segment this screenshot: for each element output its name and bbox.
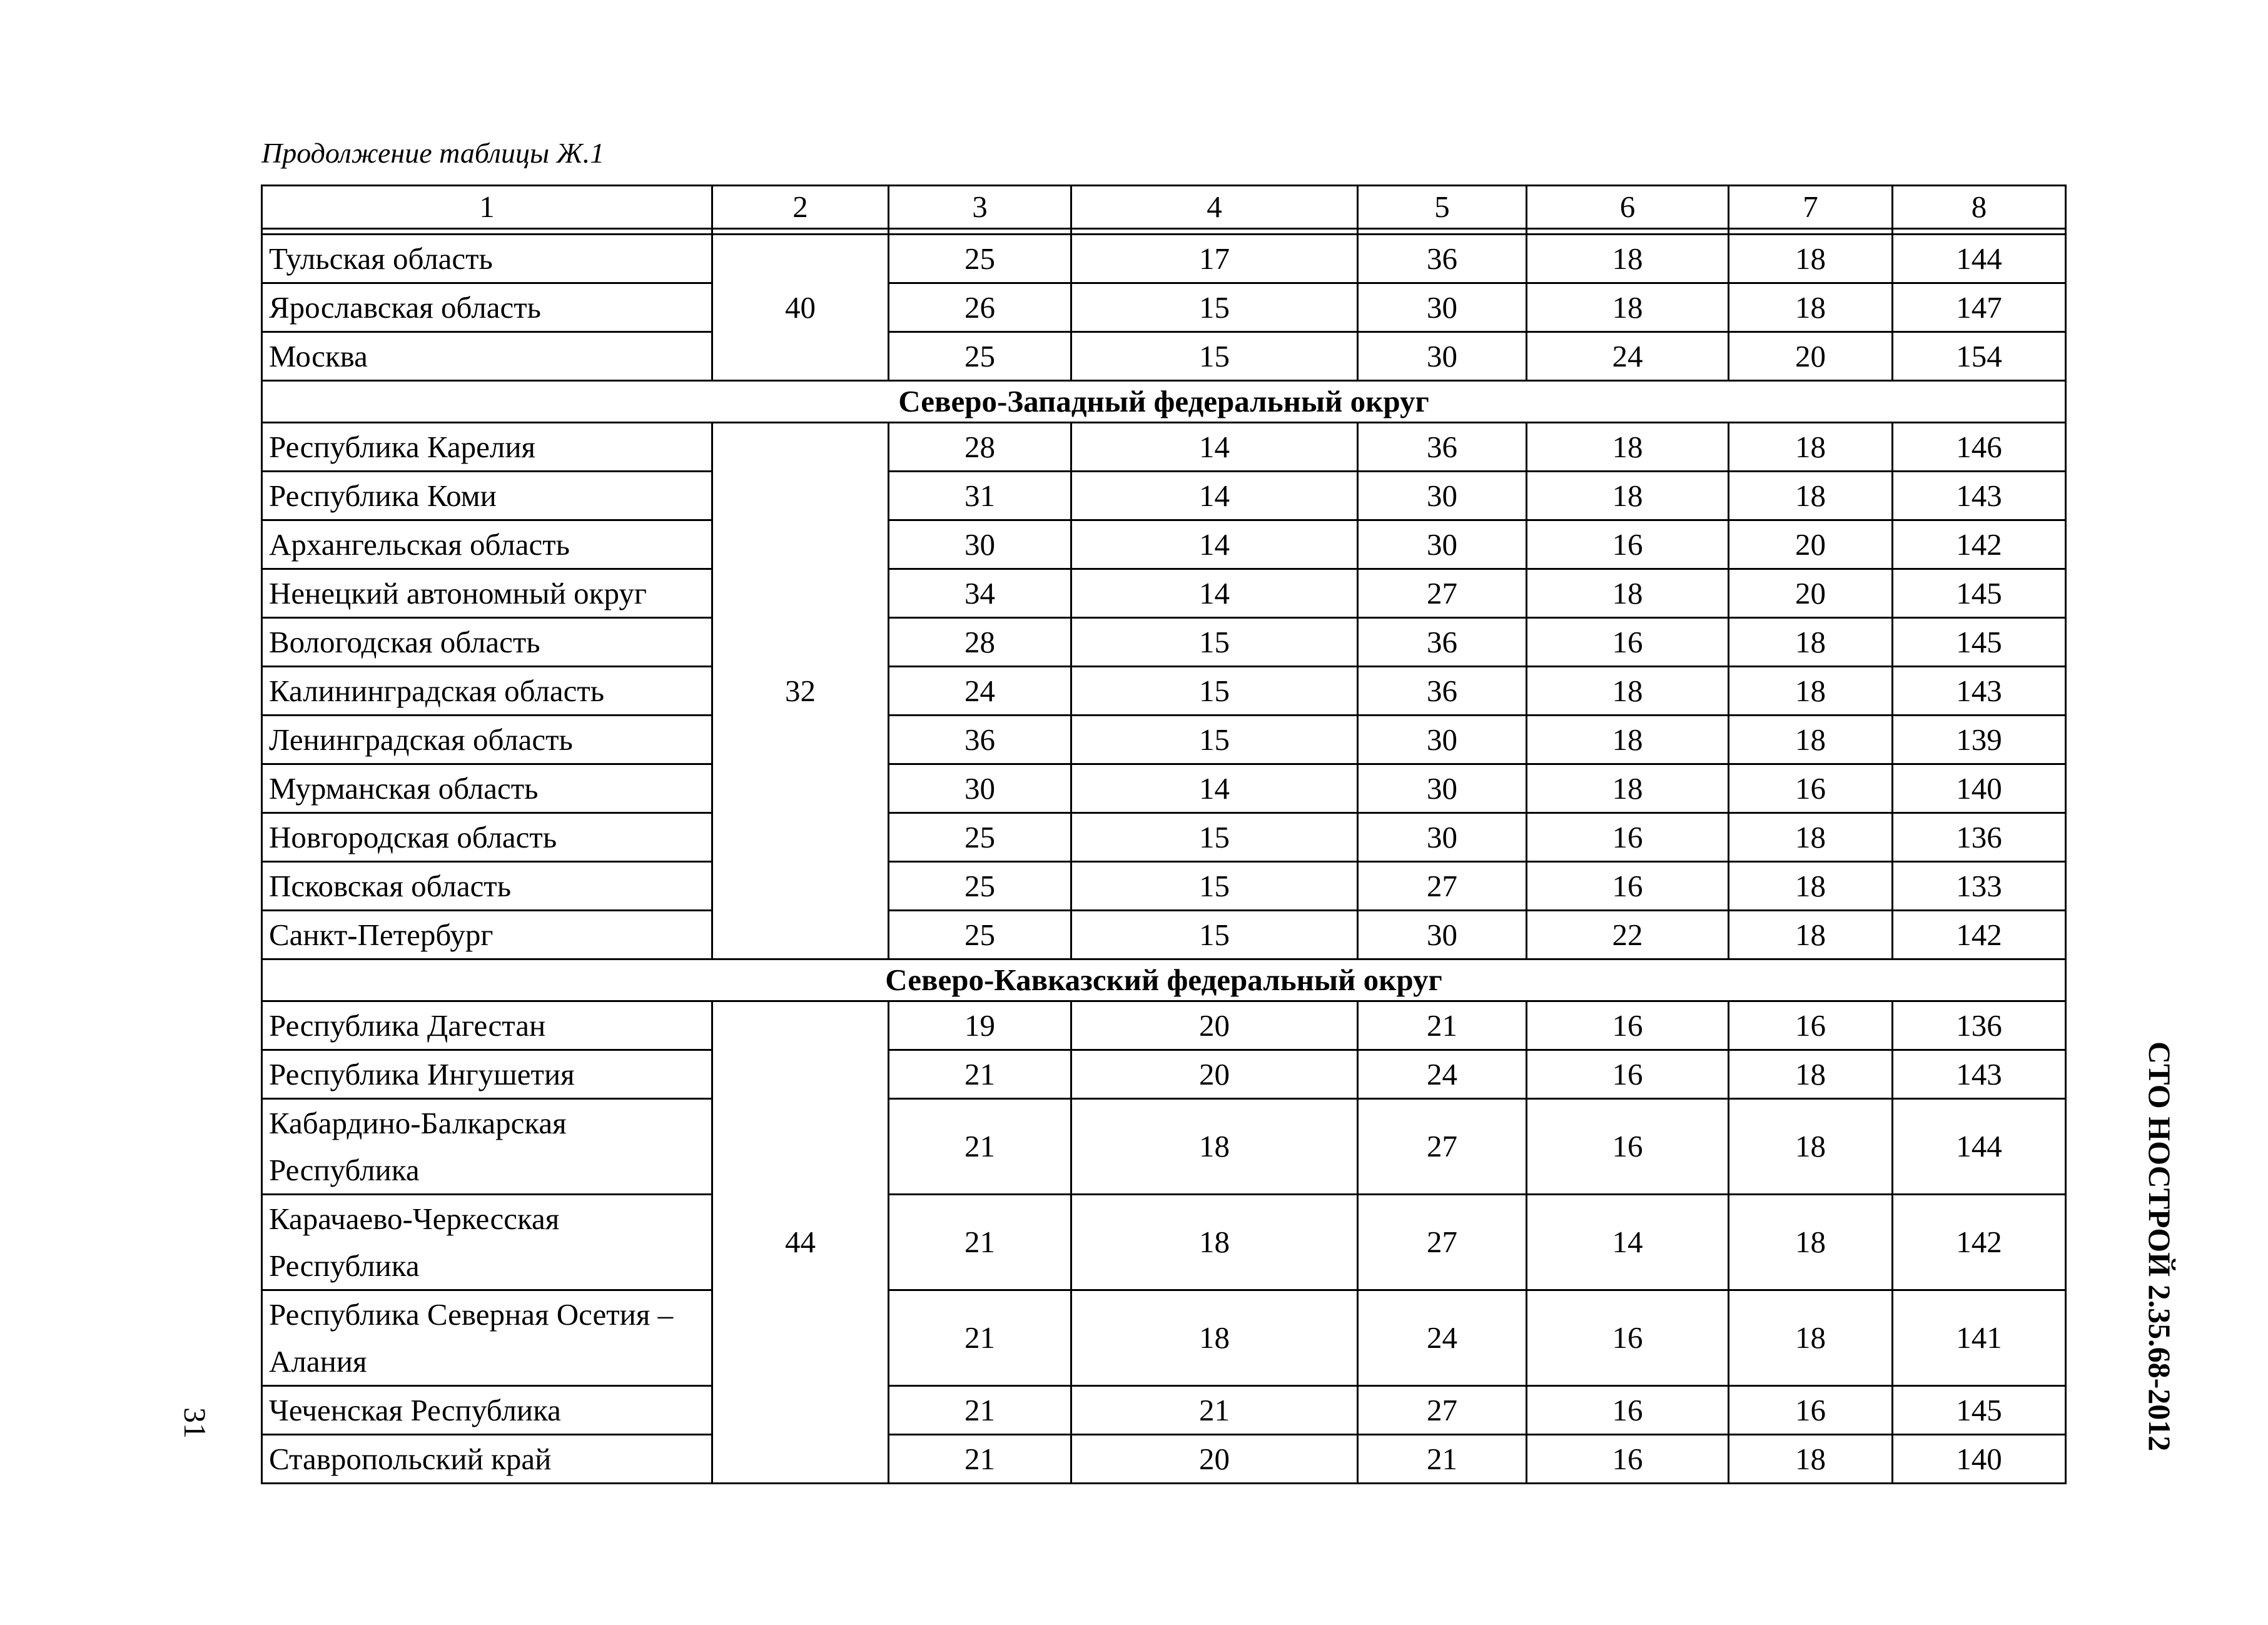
value-cell: 27 [1358, 1195, 1527, 1290]
group-col2-value: 44 [712, 1001, 889, 1484]
value-cell: 31 [889, 472, 1071, 520]
region-name: Мурманская область [262, 764, 712, 813]
value-cell: 143 [1893, 1050, 2066, 1099]
value-cell: 30 [889, 520, 1071, 569]
region-name: Ненецкий автономный округ [262, 569, 712, 618]
value-cell: 27 [1358, 569, 1527, 618]
value-cell: 15 [1071, 283, 1358, 332]
value-cell: 145 [1893, 1386, 2066, 1435]
value-cell: 21 [889, 1099, 1071, 1195]
section-row [262, 959, 2066, 1001]
value-cell: 27 [1358, 1386, 1527, 1435]
value-cell: 16 [1729, 764, 1893, 813]
value-cell: 20 [1729, 520, 1893, 569]
value-cell: 142 [1893, 911, 2066, 959]
value-cell: 15 [1071, 862, 1358, 911]
value-cell: 16 [1527, 1001, 1729, 1050]
value-cell: 20 [1071, 1001, 1358, 1050]
value-cell: 140 [1893, 764, 2066, 813]
table-row [262, 618, 2066, 667]
value-cell: 30 [889, 764, 1071, 813]
value-cell: 25 [889, 235, 1071, 283]
value-cell: 18 [1729, 716, 1893, 764]
value-cell: 18 [1071, 1290, 1358, 1386]
value-cell: 136 [1893, 1001, 2066, 1050]
group-col2-value: 32 [712, 423, 889, 959]
value-cell: 18 [1729, 911, 1893, 959]
value-cell: 154 [1893, 332, 2066, 381]
value-cell: 147 [1893, 283, 2066, 332]
value-cell: 16 [1527, 1099, 1729, 1195]
value-cell: 145 [1893, 569, 2066, 618]
value-cell: 18 [1071, 1099, 1358, 1195]
region-name: Калининградская область [262, 667, 712, 716]
value-cell: 21 [889, 1290, 1071, 1386]
value-cell: 36 [1358, 618, 1527, 667]
value-cell: 20 [1071, 1435, 1358, 1484]
value-cell: 16 [1527, 618, 1729, 667]
value-cell: 16 [1527, 862, 1729, 911]
table-row [262, 1195, 2066, 1290]
table-caption: Продолжение таблицы Ж.1 [261, 137, 605, 169]
value-cell: 14 [1527, 1195, 1729, 1290]
header-separator [262, 229, 2066, 235]
region-name: Санкт-Петербург [262, 911, 712, 959]
value-cell: 14 [1071, 569, 1358, 618]
value-cell: 36 [1358, 423, 1527, 472]
value-cell: 14 [1071, 472, 1358, 520]
value-cell: 28 [889, 618, 1071, 667]
region-name: Чеченская Республика [262, 1386, 712, 1435]
document-code: СТО НОСТРОЙ 2.35.68-2012 [2142, 1041, 2177, 1452]
table-row [262, 764, 2066, 813]
value-cell: 18 [1527, 235, 1729, 283]
value-cell: 143 [1893, 667, 2066, 716]
header-cell: 4 [1071, 186, 1358, 229]
value-cell: 21 [1071, 1386, 1358, 1435]
value-cell: 21 [1358, 1435, 1527, 1484]
value-cell: 139 [1893, 716, 2066, 764]
table-row [262, 520, 2066, 569]
value-cell: 25 [889, 813, 1071, 862]
value-cell: 15 [1071, 911, 1358, 959]
region-name: Ставропольский край [262, 1435, 712, 1484]
value-cell: 14 [1071, 764, 1358, 813]
value-cell: 30 [1358, 472, 1527, 520]
region-name: Москва [262, 332, 712, 381]
table-row [262, 1290, 2066, 1386]
value-cell: 146 [1893, 423, 2066, 472]
value-cell: 36 [1358, 667, 1527, 716]
table-row [262, 1001, 2066, 1050]
region-name: Тульская область [262, 235, 712, 283]
data-table [261, 185, 2067, 1484]
value-cell: 18 [1729, 813, 1893, 862]
table-row [262, 911, 2066, 959]
value-cell: 18 [1729, 1195, 1893, 1290]
value-cell: 36 [889, 716, 1071, 764]
table-row [262, 472, 2066, 520]
value-cell: 18 [1729, 618, 1893, 667]
value-cell: 18 [1729, 1050, 1893, 1099]
value-cell: 30 [1358, 716, 1527, 764]
value-cell: 30 [1358, 813, 1527, 862]
region-name: Архангельская область [262, 520, 712, 569]
value-cell: 18 [1729, 423, 1893, 472]
region-name: Псковская область [262, 862, 712, 911]
region-name: Республика Карелия [262, 423, 712, 472]
value-cell: 22 [1527, 911, 1729, 959]
header-cell: 5 [1358, 186, 1527, 229]
value-cell: 19 [889, 1001, 1071, 1050]
value-cell: 18 [1527, 764, 1729, 813]
header-cell: 7 [1729, 186, 1893, 229]
value-cell: 140 [1893, 1435, 2066, 1484]
value-cell: 145 [1893, 618, 2066, 667]
value-cell: 18 [1729, 472, 1893, 520]
header-cell: 6 [1527, 186, 1729, 229]
value-cell: 24 [1358, 1290, 1527, 1386]
value-cell: 16 [1527, 1050, 1729, 1099]
table-row [262, 569, 2066, 618]
value-cell: 16 [1527, 1290, 1729, 1386]
value-cell: 141 [1893, 1290, 2066, 1386]
header-cell: 1 [262, 186, 712, 229]
value-cell: 24 [889, 667, 1071, 716]
table-row [262, 283, 2066, 332]
value-cell: 15 [1071, 667, 1358, 716]
value-cell: 18 [1527, 716, 1729, 764]
value-cell: 16 [1527, 813, 1729, 862]
value-cell: 25 [889, 862, 1071, 911]
value-cell: 143 [1893, 472, 2066, 520]
value-cell: 18 [1729, 1099, 1893, 1195]
region-name: Кабардино-Балкарская Республика [262, 1099, 712, 1195]
value-cell: 14 [1071, 423, 1358, 472]
value-cell: 24 [1527, 332, 1729, 381]
table-row [262, 332, 2066, 381]
value-cell: 18 [1527, 569, 1729, 618]
value-cell: 28 [889, 423, 1071, 472]
table-row [262, 667, 2066, 716]
table-row [262, 235, 2066, 283]
page-number: 31 [178, 1407, 213, 1439]
header-cell: 2 [712, 186, 889, 229]
table-row [262, 1099, 2066, 1195]
value-cell: 18 [1729, 1435, 1893, 1484]
value-cell: 18 [1729, 667, 1893, 716]
value-cell: 27 [1358, 1099, 1527, 1195]
region-name: Республика Коми [262, 472, 712, 520]
value-cell: 133 [1893, 862, 2066, 911]
table-row [262, 716, 2066, 764]
value-cell: 18 [1527, 423, 1729, 472]
value-cell: 15 [1071, 618, 1358, 667]
table-row [262, 1050, 2066, 1099]
table-row [262, 1386, 2066, 1435]
value-cell: 27 [1358, 862, 1527, 911]
region-name: Ленинградская область [262, 716, 712, 764]
region-name: Республика Ингушетия [262, 1050, 712, 1099]
value-cell: 14 [1071, 520, 1358, 569]
value-cell: 18 [1071, 1195, 1358, 1290]
value-cell: 20 [1729, 569, 1893, 618]
value-cell: 24 [1358, 1050, 1527, 1099]
value-cell: 36 [1358, 235, 1527, 283]
value-cell: 18 [1729, 1290, 1893, 1386]
value-cell: 26 [889, 283, 1071, 332]
value-cell: 142 [1893, 520, 2066, 569]
header-cell: 8 [1893, 186, 2066, 229]
value-cell: 21 [889, 1195, 1071, 1290]
value-cell: 18 [1729, 283, 1893, 332]
value-cell: 18 [1729, 862, 1893, 911]
region-name: Республика Дагестан [262, 1001, 712, 1050]
value-cell: 25 [889, 911, 1071, 959]
region-name: Новгородская область [262, 813, 712, 862]
header-cell: 3 [889, 186, 1071, 229]
value-cell: 16 [1729, 1386, 1893, 1435]
table-row [262, 813, 2066, 862]
section-title: Северо-Западный федеральный округ [262, 381, 2066, 423]
header-row [262, 186, 2066, 229]
value-cell: 21 [889, 1050, 1071, 1099]
value-cell: 30 [1358, 332, 1527, 381]
value-cell: 21 [889, 1386, 1071, 1435]
region-name: Республика Северная Осетия – Алания [262, 1290, 712, 1386]
value-cell: 144 [1893, 235, 2066, 283]
value-cell: 16 [1527, 520, 1729, 569]
value-cell: 15 [1071, 332, 1358, 381]
value-cell: 21 [889, 1435, 1071, 1484]
value-cell: 15 [1071, 813, 1358, 862]
value-cell: 16 [1729, 1001, 1893, 1050]
value-cell: 18 [1527, 667, 1729, 716]
value-cell: 136 [1893, 813, 2066, 862]
value-cell: 25 [889, 332, 1071, 381]
group-col2-value: 40 [712, 235, 889, 381]
section-row [262, 381, 2066, 423]
value-cell: 18 [1527, 472, 1729, 520]
value-cell: 18 [1729, 235, 1893, 283]
region-name: Вологодская область [262, 618, 712, 667]
value-cell: 142 [1893, 1195, 2066, 1290]
value-cell: 16 [1527, 1386, 1729, 1435]
value-cell: 20 [1071, 1050, 1358, 1099]
value-cell: 17 [1071, 235, 1358, 283]
value-cell: 30 [1358, 520, 1527, 569]
region-name: Ярославская область [262, 283, 712, 332]
value-cell: 144 [1893, 1099, 2066, 1195]
value-cell: 21 [1358, 1001, 1527, 1050]
region-name: Карачаево-Черкесская Республика [262, 1195, 712, 1290]
table-row [262, 423, 2066, 472]
value-cell: 20 [1729, 332, 1893, 381]
value-cell: 16 [1527, 1435, 1729, 1484]
value-cell: 30 [1358, 283, 1527, 332]
value-cell: 30 [1358, 911, 1527, 959]
value-cell: 30 [1358, 764, 1527, 813]
table-row [262, 862, 2066, 911]
section-title: Северо-Кавказский федеральный округ [262, 959, 2066, 1001]
value-cell: 15 [1071, 716, 1358, 764]
value-cell: 34 [889, 569, 1071, 618]
table-row [262, 1435, 2066, 1484]
value-cell: 18 [1527, 283, 1729, 332]
